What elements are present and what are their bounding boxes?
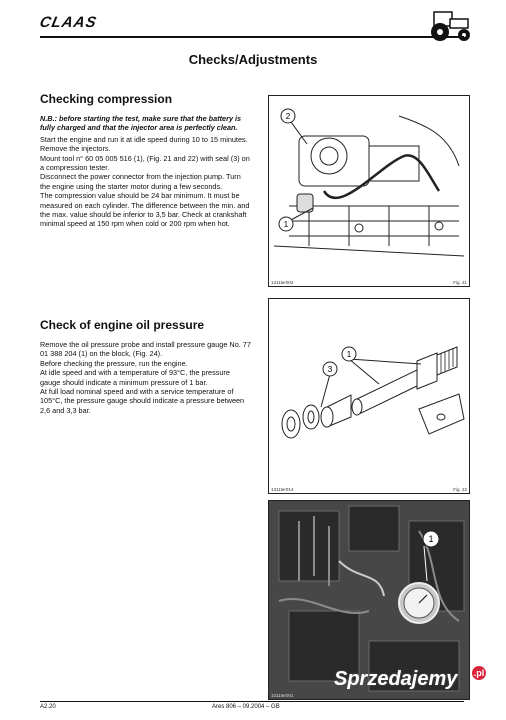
paragraph: Mount tool n° 60 05 005 516 (1), (Fig. 21 and 22) with seal (3) on a compression tester.	[40, 153, 250, 173]
callout-3: 3	[327, 365, 333, 374]
callout-1: 1	[346, 350, 352, 359]
section-body-compression	[40, 114, 252, 229]
paragraph: The compression value should be 24 bar minimum. It must be measured on each cylinder. The difference between the min. and the max. value should be inferior to 3,5 bar. Check at crankshaft minimal speed at 150 rpm when cold or 200 rpm when hot.	[40, 191, 250, 229]
nb-note: N.B.: before starting the test, make sure that the battery is fully charged and that the injector area is perfectly clean.	[40, 114, 242, 133]
claas-logo: CLAAS	[38, 14, 99, 31]
callout-1: 1	[283, 220, 289, 229]
paragraph: Start the engine and run it at idle speed during 10 to 15 minutes.	[40, 134, 248, 144]
header-rule	[40, 36, 464, 38]
section-heading-compression: Checking compression	[40, 92, 173, 106]
callout-2: 2	[285, 112, 291, 121]
figure-number: Fig. 21	[453, 280, 467, 285]
figure-ref: 1311ter002	[271, 280, 294, 285]
callout-1: 1	[428, 534, 434, 544]
watermark-logo: Sprzedajemy	[334, 668, 458, 690]
paragraph: Remove the injectors.	[40, 144, 111, 154]
section-body-oil-pressure	[40, 340, 252, 415]
figure-ref: 1011ter001	[271, 693, 294, 698]
document-id: Ares 806 – 09.2004 – GB	[212, 704, 280, 710]
paragraph: At idle speed and with a temperature of 93°C, the pressure gauge should indicate a minimum pressure of 1 bar.	[40, 368, 230, 387]
figure-engine-compression-test	[268, 95, 470, 287]
compression-tool-illustration	[269, 299, 469, 483]
page-title: Checks/Adjustments	[188, 52, 318, 67]
paragraph: At full load nominal speed and with a service temperature of 105°C, the pressure gauge should indicate a pressure between 2,6 and 3,3 bar.	[40, 387, 245, 415]
watermark-pin-icon: .pl	[473, 668, 485, 678]
paragraph: Remove the oil pressure probe and install pressure gauge No. 77 01 388 204 (1) on the block, (Fig. 24).	[40, 340, 251, 359]
section-heading-oil-pressure: Check of engine oil pressure	[40, 318, 205, 332]
paragraph: Before checking the pressure, run the engine.	[40, 358, 188, 368]
figure-compression-tool	[268, 298, 470, 494]
figure-ref: 1311ter014	[271, 487, 294, 492]
figure-number: Fig. 22	[453, 487, 467, 492]
paragraph: Disconnect the power connector from the injection pump. Turn the engine using the starter motor during a few seconds.	[40, 172, 241, 191]
engine-compression-illustration	[269, 96, 469, 276]
footer-rule	[40, 701, 464, 702]
page-number: A2.20	[40, 704, 56, 710]
